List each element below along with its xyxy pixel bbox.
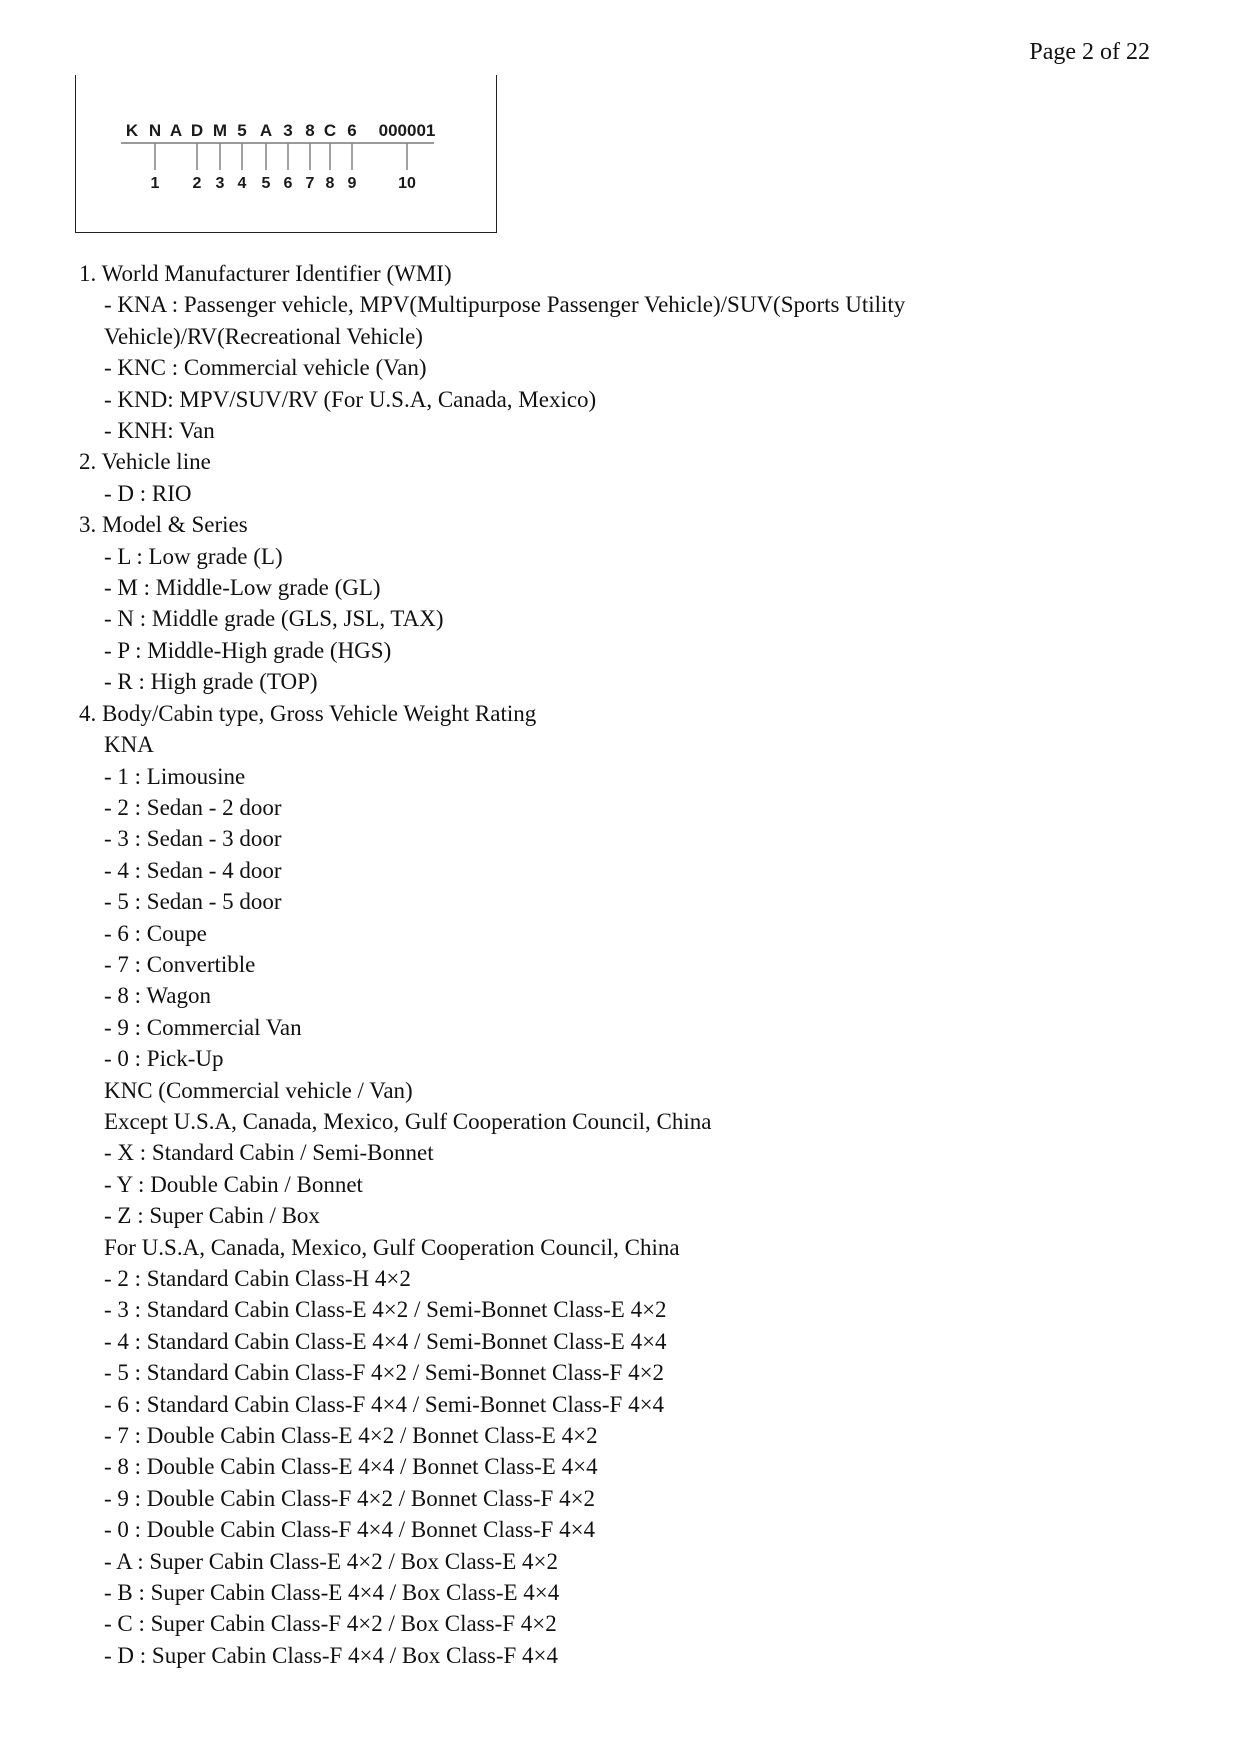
list-subitem: - 9 : Double Cabin Class-F 4×2 / Bonnet Class-F 4×2: [104, 1485, 596, 1511]
list-subitem: - 1 : Limousine: [104, 763, 246, 789]
vin-position-label: 1: [150, 175, 160, 192]
list-item: 3. Model & Series: [79, 512, 248, 538]
list-subitem: - N : Middle grade (GLS, JSL, TAX): [104, 606, 444, 632]
vin-character: D: [190, 121, 204, 140]
list-item: 4. Body/Cabin type, Gross Vehicle Weight Rating: [79, 700, 537, 726]
vin-character: A: [259, 121, 273, 140]
list-subitem: - 7 : Double Cabin Class-E 4×2 / Bonnet Class-E 4×2: [104, 1423, 598, 1449]
vin-character: C: [323, 121, 337, 140]
vin-position-label: 9: [347, 175, 357, 192]
vin-character: K: [125, 121, 139, 140]
list-subitem: - KNA : Passenger vehicle, MPV(Multipurpose Passenger Vehicle)/SUV(Sports Utility: [104, 292, 906, 318]
list-subitem: - X : Standard Cabin / Semi-Bonnet: [104, 1140, 434, 1166]
vin-position-label: 3: [215, 175, 225, 192]
vin-character: 3: [283, 121, 293, 140]
list-subitem: Vehicle)/RV(Recreational Vehicle): [104, 323, 423, 349]
vin-character: 000001: [378, 121, 436, 140]
list-subitem: - D : Super Cabin Class-F 4×4 / Box Class-F 4×4: [104, 1642, 559, 1668]
list-subitem: KNA: [104, 732, 154, 758]
vin-character: 8: [305, 121, 315, 140]
list-subitem: - KNH: Van: [104, 418, 215, 444]
list-subitem: - 4 : Sedan - 4 door: [104, 857, 282, 883]
list-subitem: - 7 : Convertible: [104, 951, 256, 977]
list-subitem: - Z : Super Cabin / Box: [104, 1203, 320, 1229]
list-item: 2. Vehicle line: [79, 449, 211, 475]
list-subitem: - R : High grade (TOP): [104, 669, 318, 695]
list-subitem: - 6 : Standard Cabin Class-F 4×4 / Semi-Bonnet Class-F 4×4: [104, 1391, 665, 1417]
list-subitem: - 2 : Standard Cabin Class-H 4×2: [104, 1266, 411, 1291]
vin-character: 5: [237, 121, 247, 140]
list-subitem: KNC (Commercial vehicle / Van): [104, 1077, 413, 1103]
list-subitem: - 6 : Coupe: [104, 920, 207, 946]
list-subitem: - 5 : Sedan - 5 door: [104, 889, 282, 915]
list-subitem: - KND: MPV/SUV/RV (For U.S.A, Canada, Mexico): [104, 386, 597, 412]
list-subitem: - B : Super Cabin Class-E 4×4 / Box Class-E 4×4: [104, 1580, 560, 1606]
list-subitem: For U.S.A, Canada, Mexico, Gulf Cooperation Council, China: [104, 1234, 680, 1260]
vin-position-label: 7: [305, 175, 315, 192]
list-subitem: - P : Middle-High grade (HGS): [104, 637, 392, 663]
vin-description-list: [79, 258, 1159, 1671]
list-subitem: - Y : Double Cabin / Bonnet: [104, 1171, 363, 1197]
vin-character: 6: [347, 121, 357, 140]
list-item: 1. World Manufacturer Identifier (WMI): [79, 261, 452, 286]
list-subitem: - 8 : Double Cabin Class-E 4×4 / Bonnet Class-E 4×4: [104, 1454, 598, 1480]
vin-position-label: 8: [325, 175, 335, 192]
list-subitem: - 0 : Double Cabin Class-F 4×4 / Bonnet Class-F 4×4: [104, 1517, 596, 1543]
list-subitem: - 9 : Commercial Van: [104, 1014, 302, 1040]
list-subitem: - D : RIO: [104, 480, 192, 506]
vin-diagram: [75, 75, 497, 233]
vin-diagram-svg: [76, 75, 498, 233]
vin-position-label: 4: [237, 175, 247, 192]
vin-position-label: 10: [398, 175, 416, 192]
page-number: Page 2 of 22: [1029, 39, 1150, 65]
list-subitem: - 8 : Wagon: [104, 983, 211, 1009]
list-subitem: - M : Middle-Low grade (GL): [104, 575, 381, 601]
list-subitem: - 5 : Standard Cabin Class-F 4×2 / Semi-Bonnet Class-F 4×2: [104, 1360, 665, 1386]
list-subitem: Except U.S.A, Canada, Mexico, Gulf Cooperation Council, China: [104, 1108, 712, 1134]
vin-position-label: 5: [261, 175, 271, 192]
vin-character: M: [212, 121, 228, 140]
list-subitem: - C : Super Cabin Class-F 4×2 / Box Class-F 4×2: [104, 1611, 557, 1637]
vin-position-label: 6: [283, 175, 293, 192]
list-subitem: - 2 : Sedan - 2 door: [104, 794, 282, 820]
list-subitem: - 0 : Pick-Up: [104, 1046, 224, 1072]
list-subitem: - A : Super Cabin Class-E 4×2 / Box Class-E 4×2: [104, 1548, 558, 1574]
vin-character: A: [169, 121, 183, 140]
list-subitem: - 3 : Sedan - 3 door: [104, 826, 282, 852]
list-subitem: - 4 : Standard Cabin Class-E 4×4 / Semi-Bonnet Class-E 4×4: [104, 1328, 667, 1354]
vin-position-label: 2: [192, 175, 202, 192]
list-subitem: - L : Low grade (L): [104, 543, 283, 569]
list-subitem: - KNC : Commercial vehicle (Van): [104, 355, 427, 381]
list-subitem: - 3 : Standard Cabin Class-E 4×2 / Semi-Bonnet Class-E 4×2: [104, 1297, 667, 1323]
vin-character: N: [148, 121, 162, 140]
